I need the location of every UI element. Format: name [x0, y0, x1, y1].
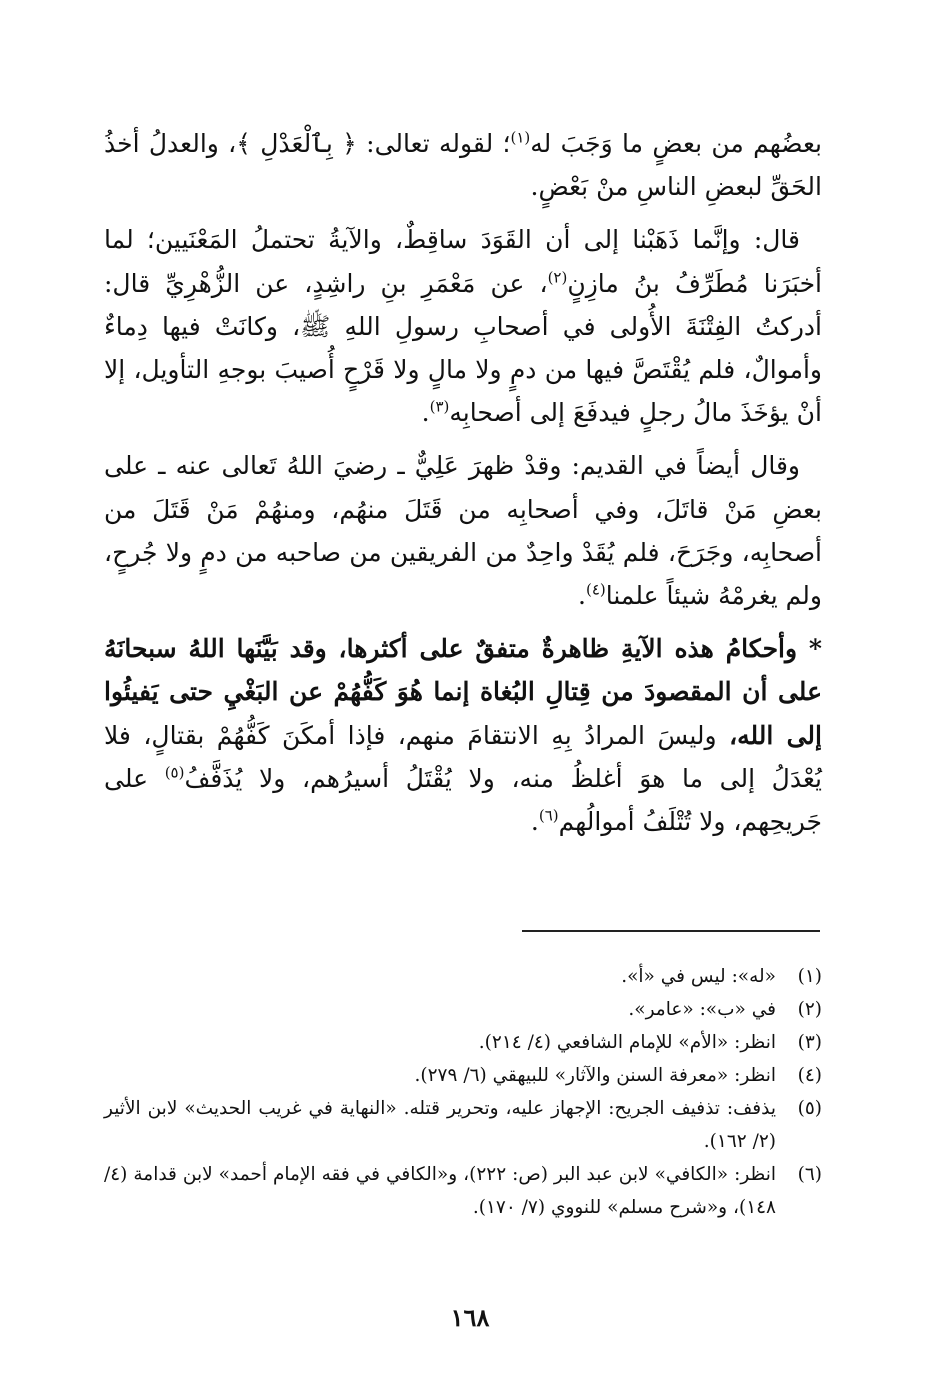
paragraph-1 [104, 122, 822, 208]
bold-text: * وأحكامُ هذه الآيةِ ظاهرةٌ متفقٌ على أكثرها، وقد بَيَّنَها اللهُ سبحانَهُ على أن المقصودَ من قِتالِ البُغاة إنما هُوَ كَفُّهُمْ عن البَغْيِ حتى يَفيئُوا إلى الله، [104, 634, 822, 750]
footnote-6 [104, 1158, 822, 1224]
main-text [104, 122, 822, 853]
text-span: ، عن مَعْمَرِ بنِ راشِدٍ، عن الزُّهْرِيِّ قال: أدركتُ الفِتْنَةَ الأُولى في أصحابِ رسولِ اللهِ ﷺ، وكانَتْ فيها دِماءٌ وأموالٌ، فلم يُقْتَصَّ فيها من دمٍ ولا مالٍ ولا قَرْحٍ أُصيبَ بوجهِ التأويل، إلا أنْ يؤخَذَ مالُ رجلٍ فيدفَعَ إلى أصحابِه [104, 268, 822, 428]
footnote-text: «له»: ليس في «أ». [621, 966, 776, 987]
footnote-text: انظر: «الأم» للإمام الشافعي (٤/ ٢١٤). [478, 1032, 776, 1053]
footnote-4 [104, 1059, 822, 1092]
text-span: . [530, 807, 539, 837]
text-span: ؛ لقوله تعالى: ﴿ بِٱلْعَدْلِ ﴾، والعدلُ أخذُ الحَقِّ لبعضِ الناسِ منْ بَعْضٍ. [104, 129, 822, 202]
footnote-2 [104, 993, 822, 1026]
footnote-ref-6: (٦) [538, 806, 559, 825]
footnote-number: (٤) [797, 1065, 822, 1086]
text-span: وليسَ المرادُ بِهِ الانتقامَ منهم، فإذا أمكَنَ كَفُّهُمْ بقتالٍ، فلا يُعْدَلُ إلى ما هوَ أغلظُ منه، ولا يُقْتَلُ أسيرُهم، ولا يُذَفَّفُ [104, 720, 822, 793]
text-span: وقال أيضاً في القديم: وقدْ ظهرَ عَلِيٌّ ـ رضيَ اللهُ تَعالى عنه ـ على بعضِ مَنْ قاتَلَ، وفي أصحابِه من قَتَلَ منهُم، ومنهُمْ مَنْ قَتَلَ من أصحابِه، وجَرَحَ، فلم يُقَدْ واحِدٌ من الفريقين من صاحبه من دمٍ ولا جُرحٍ، ولم يغرمْهُ شيئاً علمنا [104, 451, 822, 611]
text-span: بعضُهم من بعضٍ ما وَجَبَ له [530, 129, 822, 158]
footnote-text: يذفف: تذفيف الجريح: الإجهاز عليه، وتحرير قتله. «النهاية في غريب الحديث» لابن الأثير (٢/ ١٦٢). [104, 1098, 776, 1152]
footnote-text: في «ب»: «عامر». [628, 999, 776, 1020]
text-span: على جَريحِهم، ولا تُتْلَفُ أموالُهم [104, 763, 822, 837]
text-span: قال: وإنَّما ذَهَبْنا إلى أن القَوَدَ ساقِطٌ، والآيةُ تحتملُ المَعْنَيين؛ لما أخبَرَنا مُطَرِّفُ بنُ مازِنٍ [104, 225, 822, 298]
text-span: . [578, 581, 586, 611]
footnote-3 [104, 1026, 822, 1059]
text-span: . [421, 398, 430, 428]
paragraph-3 [104, 444, 822, 617]
footnote-ref-1: (١) [510, 128, 531, 147]
footnote-text: انظر: «معرفة السنن والآثار» للبيهقي (٦/ ٢٧٩). [414, 1065, 776, 1086]
paragraph-4 [104, 627, 822, 843]
footnote-ref-5: (٥) [164, 763, 185, 782]
paragraph-2 [104, 218, 822, 434]
footnote-text: انظر: «الكافي» لابن عبد البر (ص: ٢٢٢)، و«الكافي في فقه الإمام أحمد» لابن قدامة (٤/ ١٤٨)، و«شرح مسلم» للنووي (٧/ ١٧٠). [104, 1164, 777, 1218]
footnote-1 [104, 960, 822, 993]
footnote-number: (٦) [797, 1164, 822, 1185]
footnote-5 [104, 1092, 822, 1158]
footnote-ref-3: (٣) [429, 397, 450, 416]
footnote-number: (٣) [797, 1032, 822, 1053]
footnote-ref-4: (٤) [585, 580, 606, 599]
footnote-number: (٥) [797, 1098, 822, 1119]
footnote-number: (١) [797, 966, 822, 987]
footnote-number: (٢) [797, 999, 822, 1020]
footnotes [104, 960, 822, 1224]
page-number: ١٦٨ [450, 1303, 490, 1332]
footnote-ref-2: (٢) [547, 268, 568, 287]
footnote-divider [522, 930, 820, 932]
